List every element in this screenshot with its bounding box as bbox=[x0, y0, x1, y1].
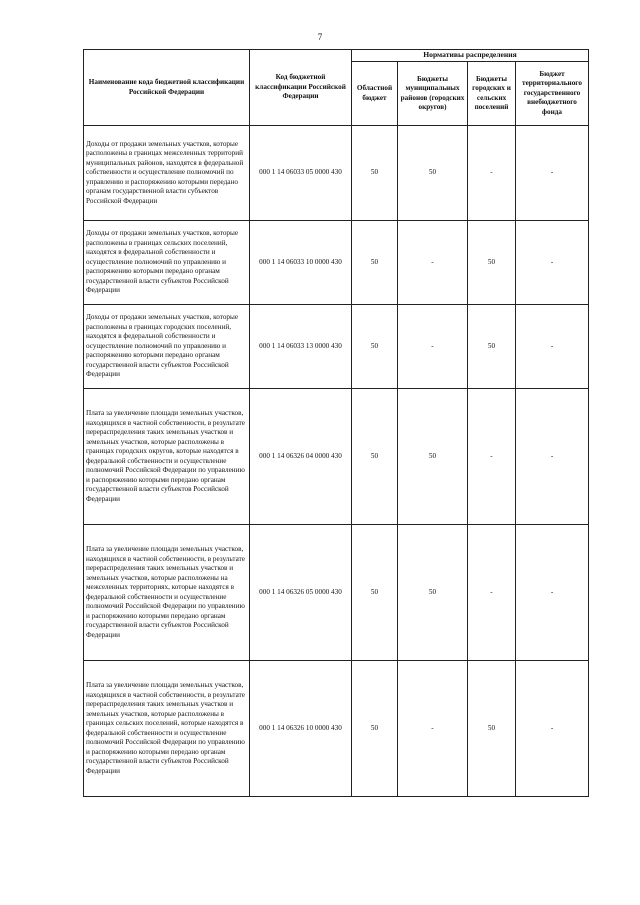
row-oblast-value: 50 bbox=[352, 389, 398, 525]
row-code: 000 1 14 06033 13 0000 430 bbox=[250, 305, 352, 389]
row-code: 000 1 14 06326 04 0000 430 bbox=[250, 389, 352, 525]
header-name-column: Наименование кода бюджетной классификации Российской Федерации bbox=[84, 50, 250, 126]
row-municipal-value: 50 bbox=[398, 525, 468, 661]
header-municipal-budgets: Бюджеты муниципальных районов (городских округов) bbox=[398, 62, 468, 126]
row-name: Доходы от продажи земельных участков, которые расположены в границах городских поселений, находятся в федеральной собственности и осуществление полномочий по управлению и распоряжению которыми передано органам государственной власти субъектов Российской Федерации bbox=[84, 305, 250, 389]
row-settlement-value: - bbox=[468, 389, 516, 525]
row-municipal-value: 50 bbox=[398, 389, 468, 525]
table-row bbox=[84, 525, 589, 661]
row-fund-value: - bbox=[516, 126, 589, 221]
row-oblast-value: 50 bbox=[352, 525, 398, 661]
header-norms-group: Нормативы распределения bbox=[352, 50, 589, 62]
table-row bbox=[84, 221, 589, 305]
header-code-column: Код бюджетной классификации Российской Федерации bbox=[250, 50, 352, 126]
row-name: Плата за увеличение площади земельных участков, находящихся в частной собственности, в результате перераспределения таких земельных участков и земельных участков, которые расположены в границах сельских поселений, которые находятся в федеральной собственности и осуществление полномочий Российской Федерации по управлению и распоряжению которыми передано органам государственной власти субъектов Российской Федерации bbox=[84, 661, 250, 797]
row-name: Доходы от продажи земельных участков, которые расположены в границах межселенных территорий муниципальных районов, находятся в федеральной собственности и осуществление полномочий по управлению и распоряжению которыми передано органам государственной власти субъектов Российской Федерации bbox=[84, 126, 250, 221]
row-code: 000 1 14 06326 05 0000 430 bbox=[250, 525, 352, 661]
header-fund-budget: Бюджет территориального государственного внебюджетного фонда bbox=[516, 62, 589, 126]
row-settlement-value: 50 bbox=[468, 661, 516, 797]
row-code: 000 1 14 06033 10 0000 430 bbox=[250, 221, 352, 305]
budget-distribution-table bbox=[83, 49, 589, 797]
row-municipal-value: - bbox=[398, 305, 468, 389]
row-settlement-value: 50 bbox=[468, 221, 516, 305]
table-row bbox=[84, 389, 589, 525]
row-oblast-value: 50 bbox=[352, 221, 398, 305]
row-oblast-value: 50 bbox=[352, 661, 398, 797]
page-number: 7 bbox=[317, 32, 323, 42]
table-header-row bbox=[84, 50, 589, 62]
table-row bbox=[84, 305, 589, 389]
table-row bbox=[84, 126, 589, 221]
row-name: Плата за увеличение площади земельных участков, находящихся в частной собственности, в результате перераспределения таких земельных участков и земельных участков, которые расположены на межселенных территориях, которые находятся в федеральной собственности и осуществление полномочий Российской Федерации по управлению и распоряжению которыми передано органам государственной власти субъектов Российской Федерации bbox=[84, 525, 250, 661]
row-code: 000 1 14 06326 10 0000 430 bbox=[250, 661, 352, 797]
row-fund-value: - bbox=[516, 221, 589, 305]
row-municipal-value: - bbox=[398, 661, 468, 797]
row-fund-value: - bbox=[516, 389, 589, 525]
table-row bbox=[84, 661, 589, 797]
row-municipal-value: - bbox=[398, 221, 468, 305]
header-settlement-budgets: Бюджеты городских и сельских поселений bbox=[468, 62, 516, 126]
row-fund-value: - bbox=[516, 661, 589, 797]
row-fund-value: - bbox=[516, 305, 589, 389]
header-oblast-budget: Областной бюджет bbox=[352, 62, 398, 126]
row-name: Плата за увеличение площади земельных участков, находящихся в частной собственности, в результате перераспределения таких земельных участков и земельных участков, которые расположены в границах городских округов, которые находятся в федеральной собственности и осуществление полномочий Российской Федерации по управлению и распоряжению которыми передано органам государственной власти субъектов Российской Федерации bbox=[84, 389, 250, 525]
row-fund-value: - bbox=[516, 525, 589, 661]
row-oblast-value: 50 bbox=[352, 126, 398, 221]
row-code: 000 1 14 06033 05 0000 430 bbox=[250, 126, 352, 221]
row-settlement-value: - bbox=[468, 126, 516, 221]
row-settlement-value: - bbox=[468, 525, 516, 661]
row-settlement-value: 50 bbox=[468, 305, 516, 389]
row-municipal-value: 50 bbox=[398, 126, 468, 221]
row-name: Доходы от продажи земельных участков, которые расположены в границах сельских поселений, находятся в федеральной собственности и осуществление полномочий по управлению и распоряжению которыми передано органам государственной власти субъектов Российской Федерации bbox=[84, 221, 250, 305]
row-oblast-value: 50 bbox=[352, 305, 398, 389]
